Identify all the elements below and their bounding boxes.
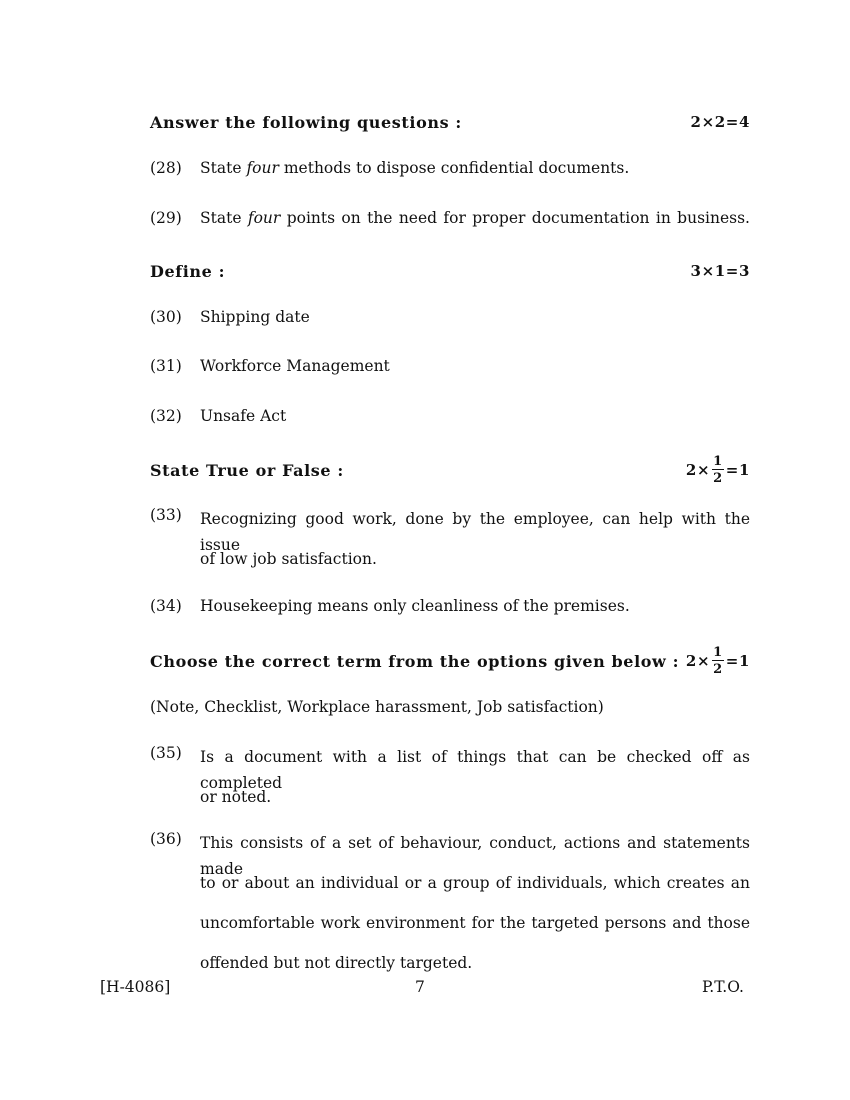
text-line: Recognizing good work, done by the employee, can help with the issue (200, 510, 750, 554)
emphasis-text: four (247, 209, 281, 227)
text-line: offended but not directly targeted. (200, 954, 473, 972)
text-part: State (200, 209, 242, 227)
section-title: Answer the following questions : (150, 112, 462, 132)
question-text (200, 830, 750, 990)
question-text: Housekeeping means only cleanliness of the premises. (200, 597, 630, 615)
question-number: (36) (150, 830, 182, 848)
pto-label: P.T.O. (702, 978, 744, 996)
section-header-true-false (150, 452, 750, 488)
question-number: (30) (150, 308, 182, 326)
question-number: (33) (150, 506, 182, 524)
question-33 (150, 506, 750, 586)
text-line: This consists of a set of behaviour, conduct, actions and statements made (200, 834, 750, 878)
question-35 (150, 744, 750, 824)
section-marks: 3×1=3 (690, 262, 750, 280)
question-31 (150, 357, 750, 383)
question-30 (150, 308, 750, 334)
fraction (712, 646, 724, 676)
section-marks (686, 646, 750, 676)
fraction-denominator: 2 (713, 471, 723, 486)
question-34 (150, 597, 750, 623)
question-text (200, 744, 750, 824)
section-header-answer (150, 109, 750, 135)
fraction-denominator: 2 (713, 662, 723, 677)
text-part: State (200, 159, 242, 177)
fraction-numerator: 1 (713, 645, 723, 660)
question-text (200, 159, 750, 177)
section-header-define (150, 258, 750, 284)
question-text (200, 209, 750, 227)
marks-prefix: 2× (685, 652, 711, 670)
section-marks: 2×2=4 (690, 113, 750, 131)
text-line: Is a document with a list of things that can be checked off as completed (200, 748, 750, 792)
question-number: (28) (150, 159, 182, 177)
emphasis-text: four (246, 159, 279, 177)
question-text: Workforce Management (200, 357, 390, 375)
marks-suffix: =1 (725, 652, 750, 670)
marks-prefix: 2× (685, 461, 711, 479)
text-line: to or about an individual or a group of individuals, which creates an (200, 874, 750, 892)
question-text (200, 506, 750, 586)
text-line: of low job satisfaction. (200, 550, 377, 568)
question-29 (150, 209, 750, 235)
page-number: 7 (415, 978, 425, 996)
fraction (712, 455, 724, 485)
section-marks (686, 455, 750, 485)
section-title: Choose the correct term from the options given below : (150, 651, 680, 671)
question-32 (150, 407, 750, 433)
question-text: Unsafe Act (200, 407, 287, 425)
text-part: points on the need for proper documentation in business. (286, 209, 750, 227)
paper-code: [H-4086] (100, 978, 171, 996)
question-number: (35) (150, 744, 182, 762)
section-header-choose (150, 643, 750, 679)
question-number: (32) (150, 407, 182, 425)
question-36 (150, 830, 750, 990)
section-title: State True or False : (150, 460, 344, 480)
question-number: (34) (150, 597, 182, 615)
marks-suffix: =1 (725, 461, 750, 479)
text-line: uncomfortable work environment for the targeted persons and those (200, 914, 750, 932)
question-number: (29) (150, 209, 182, 227)
question-text: Shipping date (200, 308, 310, 326)
question-28 (150, 159, 750, 185)
question-number: (31) (150, 357, 182, 375)
text-line: or noted. (200, 788, 272, 806)
section-title: Define : (150, 261, 226, 281)
text-part: methods to dispose confidential documents. (283, 159, 630, 177)
fraction-numerator: 1 (713, 454, 723, 469)
options-list: (Note, Checklist, Workplace harassment, Job satisfaction) (150, 698, 604, 716)
